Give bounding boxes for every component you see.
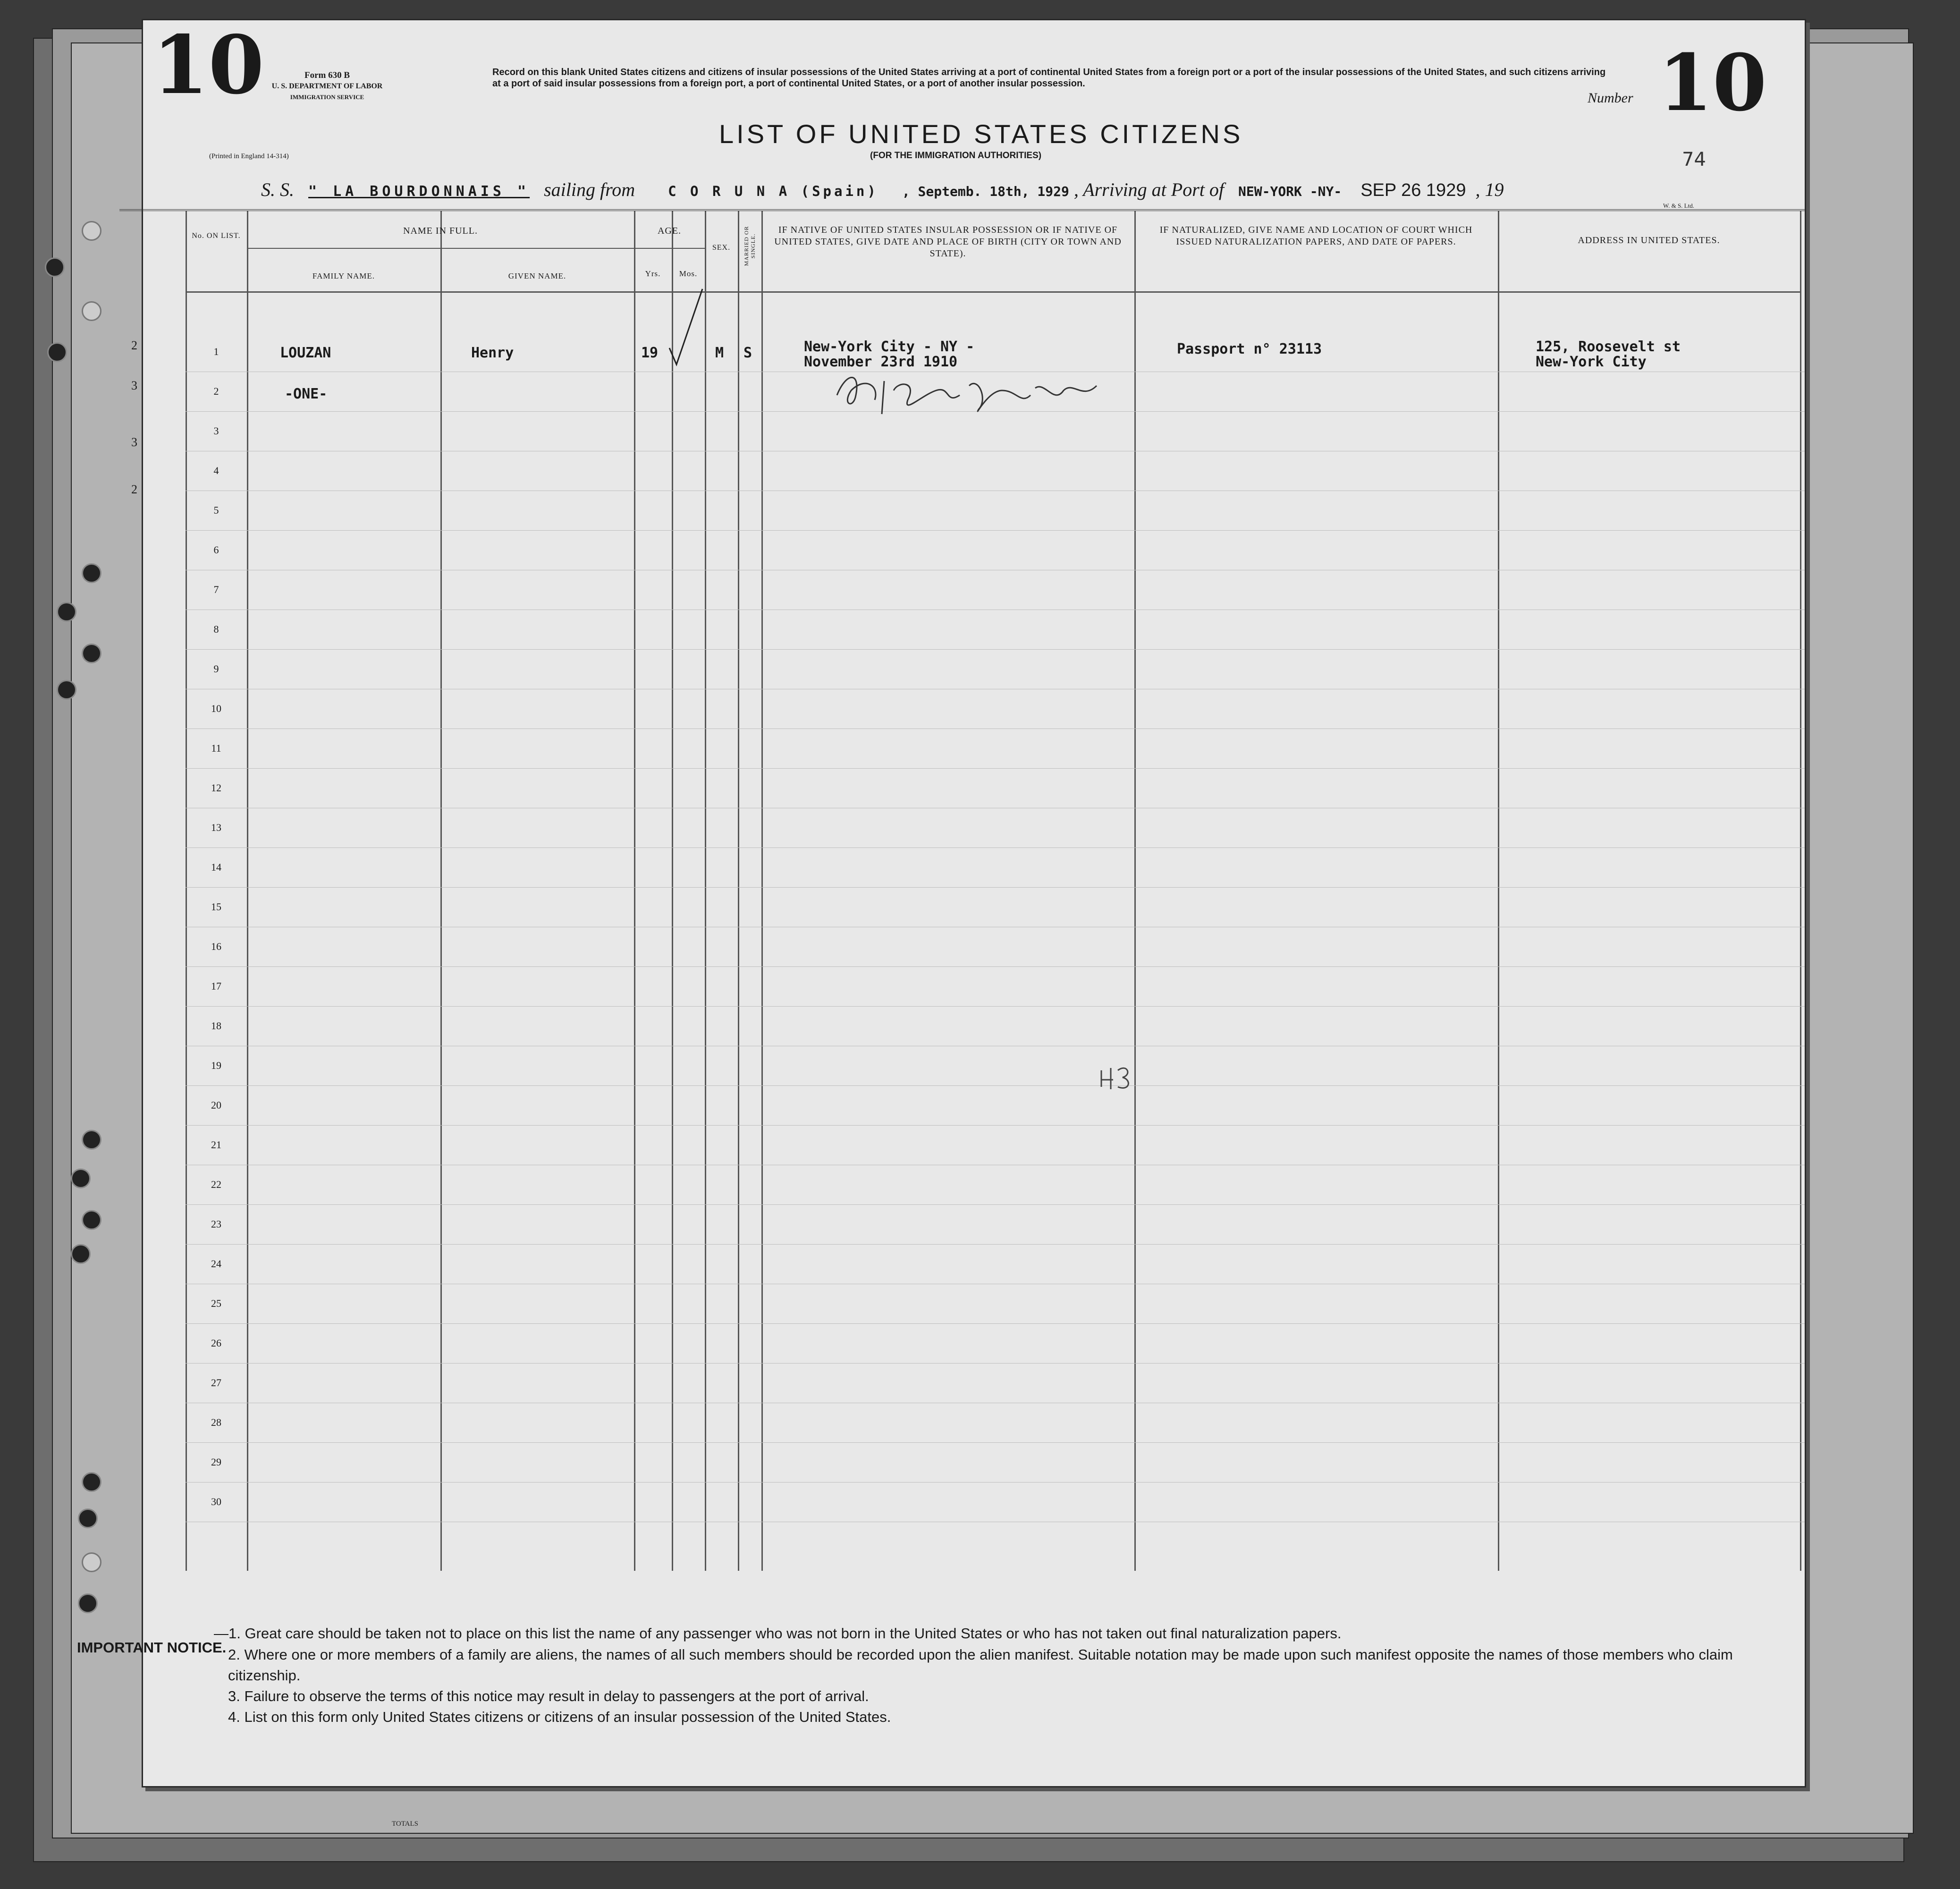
margin-mark: 3	[131, 379, 137, 392]
row-number: 15	[211, 901, 221, 913]
col-divider	[672, 211, 673, 1571]
notice-item-4: 4. List on this form only United States citizens or citizens of an insular possession of the United States.	[228, 1709, 891, 1725]
punch-hole-icon	[45, 257, 65, 277]
col-birth: IF NATIVE OF UNITED STATES INSULAR POSSESSION OR IF NATIVE OF UNITED STATES, GIVE DATE AND PLACE OF BIRTH (CITY OR TOWN AND STATE).	[774, 225, 1122, 259]
col-divider	[1134, 211, 1136, 1571]
form-id	[252, 70, 403, 102]
punch-hole-icon	[82, 1130, 101, 1150]
ruled-line	[186, 1006, 1805, 1007]
row-number: 18	[211, 1020, 221, 1032]
row-number: 2	[213, 385, 219, 397]
corner-mark: 74	[1682, 149, 1706, 170]
year-suffix: , 19	[1475, 179, 1504, 200]
arriving-label: , Arriving at Port of	[1073, 179, 1225, 200]
punch-hole-icon	[82, 301, 101, 321]
ruled-line	[186, 1363, 1805, 1364]
ruled-line	[186, 1323, 1805, 1324]
punch-hole-icon	[82, 563, 101, 583]
col-divider	[761, 211, 763, 1571]
row-number: 20	[211, 1099, 221, 1111]
row-number: 24	[211, 1258, 221, 1270]
department: U. S. DEPARTMENT OF LABOR	[271, 82, 383, 90]
entry-1-sex: M	[715, 345, 724, 361]
col-naturalized: IF NATURALIZED, GIVE NAME AND LOCATION OF COURT WHICH ISSUED NATURALIZATION PAPERS, AND DATE OF PAPERS.	[1159, 225, 1473, 247]
col-divider	[440, 211, 442, 1571]
row-number: 16	[211, 940, 221, 952]
row-number: 25	[211, 1297, 221, 1309]
col-divider	[738, 211, 739, 1571]
margin-mark: 2	[131, 483, 137, 496]
punch-hole-icon	[71, 1169, 91, 1188]
punch-hole-icon	[57, 602, 76, 622]
punch-hole-icon	[71, 1244, 91, 1264]
ss-label: S. S.	[261, 179, 294, 200]
entry-1-naturalized: Passport n° 23113	[1177, 341, 1322, 357]
punch-hole-icon	[82, 1210, 101, 1230]
ruled-line	[186, 847, 1805, 848]
entry-1-birth-line2: November 23rd 1910	[804, 354, 958, 370]
ruled-line	[186, 1125, 1805, 1126]
punch-hole-icon	[78, 1508, 98, 1528]
ruled-line	[186, 1442, 1805, 1443]
col-no-on-list: No. ON LIST.	[192, 232, 241, 240]
ruled-line	[186, 530, 1805, 531]
number-label: Number	[1588, 90, 1633, 106]
instruction-text: Record on this blank United States citizens and citizens of insular possessions of the United States arriving at a port of continental United States from a foreign port or a port of the insular possessions of the United States, and such citizens arriving at a port of said insular possessions from a foreign port, a port of continental United States, or a port of another insular possession.	[492, 67, 1606, 89]
ship-name: " LA BOURDONNAIS "	[308, 183, 530, 200]
ruled-line	[186, 649, 1805, 650]
entry-2-family-name: -ONE-	[285, 386, 328, 402]
col-name-in-full: NAME IN FULL.	[403, 226, 478, 236]
col-divider	[186, 211, 187, 1571]
entry-1-birth-line1: New-York City - NY -	[804, 339, 975, 355]
punch-hole-icon	[82, 1552, 101, 1572]
port-from: C O R U N A (Spain)	[668, 183, 879, 199]
row-number: 30	[211, 1496, 221, 1508]
notice-item-2: 2. Where one or more members of a family are aliens, the names of all such members should be recorded upon the alien manifest. Suitable notation may be made upon such manifest opposite the names of those members who claim citizenship.	[228, 1646, 1733, 1684]
punch-hole-icon	[57, 680, 76, 700]
punch-hole-icon	[82, 644, 101, 663]
ruled-line	[186, 887, 1805, 888]
manifest-table	[119, 209, 1805, 1571]
col-given-name: GIVEN NAME.	[508, 271, 566, 280]
port-to: NEW-YORK -NY-	[1238, 184, 1342, 199]
row-number: 19	[211, 1059, 221, 1071]
ruled-line	[186, 1204, 1805, 1205]
row-number: 5	[213, 504, 219, 516]
entry-1-marital: S	[743, 345, 752, 361]
row-number: 17	[211, 980, 221, 992]
punch-hole-icon	[47, 342, 67, 362]
punch-hole-icon	[82, 221, 101, 241]
entry-1-address-line2: New-York City	[1536, 354, 1647, 370]
row-number: 27	[211, 1377, 221, 1389]
list-number-right: 10	[1658, 37, 1767, 128]
voyage-line	[261, 178, 1795, 201]
entry-1-address-line1: 125, Roosevelt st	[1536, 339, 1681, 355]
ruled-line	[186, 1244, 1805, 1245]
ruled-line	[186, 1085, 1805, 1086]
row-number: 3	[213, 425, 219, 437]
notice-item-1: —1. Great care should be taken not to place on this list the name of any passenger who was not born in the United States or who has not taken out final naturalization papers.	[214, 1625, 1342, 1642]
sailing-date: , Septemb. 18th, 19	[902, 184, 1054, 199]
list-number-left: 10	[152, 18, 264, 112]
row-number: 12	[211, 782, 221, 794]
margin-mark: 2	[131, 339, 137, 352]
row-number: 8	[213, 623, 219, 635]
sailing-year: 29	[1053, 184, 1069, 199]
sailing-label: sailing from	[544, 179, 635, 200]
row-number: 23	[211, 1218, 221, 1230]
header-rule	[247, 248, 667, 249]
manifest-page	[77, 18, 1806, 1787]
ruled-line	[186, 728, 1805, 729]
col-divider	[634, 211, 635, 1571]
row-number: 10	[211, 703, 221, 714]
row-number: 26	[211, 1337, 221, 1349]
punch-hole-icon	[82, 1472, 101, 1492]
col-divider	[247, 211, 248, 1571]
col-sex: SEX.	[712, 244, 731, 252]
row-number: 28	[211, 1416, 221, 1428]
margin-mark: 3	[131, 435, 137, 449]
row-number: 11	[211, 742, 221, 754]
inspector-signature-icon	[828, 362, 1111, 428]
row-number: 7	[213, 584, 219, 595]
col-divider	[705, 211, 706, 1571]
ws-ltd: W. & S. Ltd.	[1663, 202, 1694, 209]
col-mos: Mos.	[679, 269, 698, 278]
col-divider	[1800, 211, 1801, 1571]
notice-item-3: 3. Failure to observe the terms of this notice may result in delay to passengers at the port of arrival.	[228, 1688, 869, 1704]
notice-label: IMPORTANT NOTICE.	[77, 1639, 227, 1656]
arrival-stamp: SEP 26 1929	[1360, 180, 1466, 200]
header-bottom-rule	[186, 291, 1800, 293]
row-number: 29	[211, 1456, 221, 1468]
row-number: 4	[213, 465, 219, 476]
row-number: 1	[213, 346, 219, 357]
entry-1-family-name: LOUZAN	[280, 345, 331, 361]
col-yrs: Yrs.	[645, 269, 661, 278]
form-number: Form 630 B	[304, 70, 350, 80]
col-age: AGE.	[657, 226, 682, 236]
col-married-single: MARRIED OR SINGLE.	[743, 226, 756, 266]
row-number: 21	[211, 1139, 221, 1151]
punch-hole-icon	[78, 1593, 98, 1613]
service: IMMIGRATION SERVICE	[290, 93, 364, 101]
row-number: 22	[211, 1178, 221, 1190]
page-title: LIST OF UNITED STATES CITIZENS	[719, 119, 1243, 149]
page-subtitle: (FOR THE IMMIGRATION AUTHORITIES)	[870, 151, 1042, 161]
entry-1-age-yrs: 19	[641, 345, 659, 361]
row-number: 14	[211, 861, 221, 873]
col-address: ADDRESS IN UNITED STATES.	[1578, 235, 1720, 246]
totals-label: TOTALS	[392, 1820, 419, 1828]
entry-1-given-name: Henry	[471, 345, 514, 361]
check-mark-icon	[667, 287, 705, 367]
row-number: 9	[213, 663, 219, 675]
header-rule	[634, 248, 705, 249]
col-divider	[1498, 211, 1499, 1571]
ruled-line	[186, 966, 1805, 967]
col-family-name: FAMILY NAME.	[312, 271, 375, 280]
ruled-line	[186, 768, 1805, 769]
row-number: 13	[211, 822, 221, 833]
page-number-scribble-icon	[1097, 1061, 1134, 1094]
printed-note: (Printed in England 14-314)	[209, 152, 289, 160]
row-number: 6	[213, 544, 219, 556]
